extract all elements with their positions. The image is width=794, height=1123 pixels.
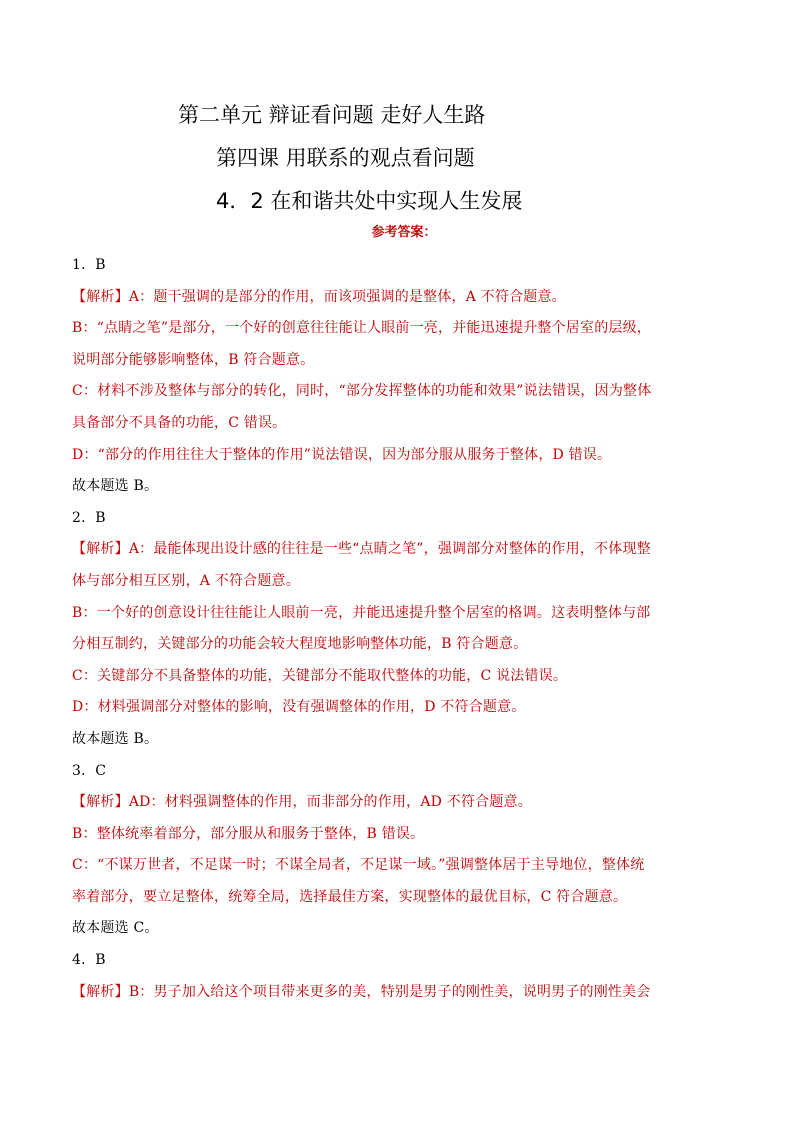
- answer-line: 说明部分能够影响整体，B 符合题意。: [72, 351, 315, 368]
- answer-line: C：材料不涉及整体与部分的转化，同时，“部分发挥整体的功能和效果”说法错误，因为整体: [72, 383, 652, 400]
- analysis-tag: 【解析】: [72, 541, 129, 558]
- answer-heading: 参考答案：: [371, 225, 437, 240]
- answer-line: D：材料强调部分对整体的影响，没有强调整体的作用，D 不符合题意。: [72, 699, 526, 716]
- answer-line: 故本题选 B。: [72, 478, 159, 495]
- answer-line: 分相互制约，关键部分的功能会较大程度地影响整体功能，B 符合题意。: [72, 636, 528, 653]
- answer-line: 2．B: [72, 509, 106, 526]
- answer-line: D：“部分的作用往往大于整体的作用”说法错误，因为部分服从服务于整体，D 错误。: [72, 446, 612, 463]
- answer-line: B：“点睛之笔”是部分，一个好的创意往往能让人眼前一亮，并能迅速提升整个居室的层级，: [72, 320, 651, 337]
- analysis-tag: 【解析】: [72, 794, 129, 811]
- answer-line: 4．B: [72, 952, 106, 969]
- answer-line: 【解析】A：题干强调的是部分的作用，而该项强调的是整体，A 不符合题意。: [72, 288, 566, 305]
- answer-line: 具备部分不具备的功能，C 错误。: [72, 414, 287, 431]
- answer-line: 故本题选 B。: [72, 730, 159, 747]
- section-title: 4．2 在和谐共处中实现人生发展: [216, 189, 523, 213]
- answer-line: 【解析】A：最能体现出设计感的往往是一些“点睛之笔”，强调部分对整体的作用，不体现整: [72, 541, 651, 558]
- answer-line: C：关键部分不具备整体的功能，关键部分不能取代整体的功能，C 说法错误。: [72, 667, 568, 684]
- answer-body: [72, 250, 732, 1008]
- answer-line: B：整体统率着部分，部分服从和服务于整体，B 错误。: [72, 825, 425, 842]
- answer-line: 【解析】B：男子加入给这个项目带来更多的美，特别是男子的刚性美，说明男子的刚性美会: [72, 983, 651, 1000]
- answer-line: 体与部分相互区别，A 不符合题意。: [72, 572, 300, 589]
- unit-title: 第二单元 辩证看问题 走好人生路: [178, 103, 486, 127]
- answer-line: C：“不谋万世者，不足谋一时；不谋全局者，不足谋一域。”强调整体居于主导地位，整体统: [72, 857, 645, 874]
- answer-line: 故本题选 C。: [72, 920, 159, 937]
- answer-line: 【解析】AD：材料强调整体的作用，而非部分的作用，AD 不符合题意。: [72, 794, 532, 811]
- answer-line: B：一个好的创意设计往往能让人眼前一亮，并能迅速提升整个居室的格调。这表明整体与部: [72, 604, 651, 621]
- lesson-title: 第四课 用联系的观点看问题: [216, 146, 475, 170]
- answer-line: 1．B: [72, 257, 106, 273]
- analysis-tag: 【解析】: [72, 983, 129, 1000]
- answer-line: 3．C: [72, 762, 107, 779]
- analysis-tag: 【解析】: [72, 288, 129, 305]
- answer-line: 率着部分，要立足整体，统筹全局，选择最佳方案，实现整体的最优目标，C 符合题意。: [72, 888, 628, 905]
